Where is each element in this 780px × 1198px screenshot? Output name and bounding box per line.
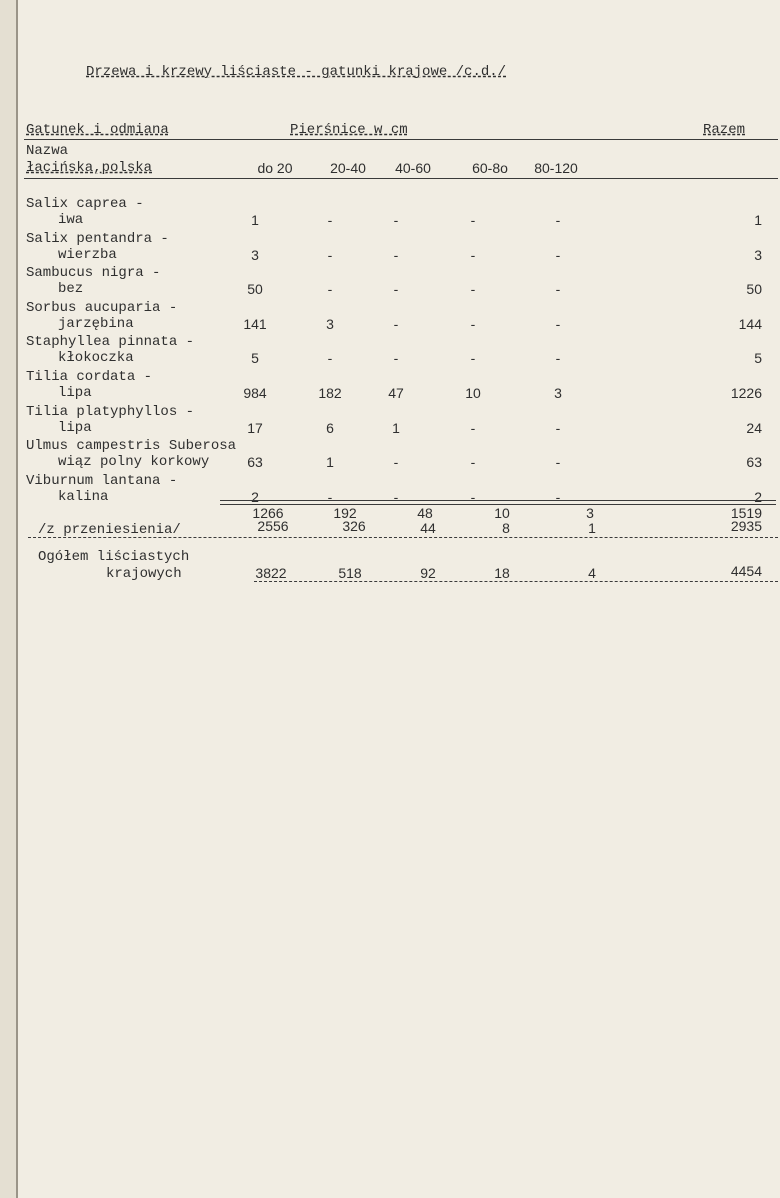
carried-value-5: 1 bbox=[588, 520, 596, 536]
subtotal-value-5: 3 bbox=[586, 505, 594, 521]
cell-value: 1 bbox=[326, 454, 334, 470]
species-polish: kalina bbox=[58, 489, 109, 505]
cell-value: - bbox=[327, 281, 333, 297]
header-range-1: do 20 bbox=[257, 160, 293, 176]
species-latin: Viburnum lantana - bbox=[26, 473, 178, 489]
cell-value: 50 bbox=[247, 281, 263, 297]
header-diameter-group: Pierśnice w cm bbox=[290, 122, 408, 138]
cell-value: - bbox=[555, 212, 561, 228]
cell-value: 3 bbox=[326, 316, 334, 332]
carried-value-3: 44 bbox=[420, 520, 436, 536]
cell-value: - bbox=[470, 281, 476, 297]
species-polish: lipa bbox=[58, 385, 92, 401]
species-latin: Staphyllea pinnata - bbox=[26, 334, 195, 350]
carried-value-2: 326 bbox=[342, 518, 366, 534]
cell-value: - bbox=[327, 489, 333, 505]
species-latin: Sorbus aucuparia - bbox=[26, 300, 178, 316]
species-latin: Sambucus nigra - bbox=[26, 265, 161, 281]
carried-label: /z przeniesienia/ bbox=[38, 522, 181, 538]
cell-value: - bbox=[393, 247, 399, 263]
species-latin: Ulmus campestris Suberosa bbox=[26, 438, 237, 454]
cell-value: - bbox=[555, 316, 561, 332]
header-latin-polish: łacińska,polska bbox=[26, 160, 153, 176]
cell-value: 3 bbox=[554, 385, 562, 401]
cell-value: 6 bbox=[326, 420, 334, 436]
cell-value: - bbox=[393, 454, 399, 470]
row-total: 3 bbox=[754, 247, 762, 263]
species-polish: wierzba bbox=[58, 247, 117, 263]
grand-value-2: 518 bbox=[338, 565, 362, 581]
cell-value: - bbox=[470, 247, 476, 263]
page-title: Drzewa i krzewy liściaste - gatunki krajowe /c.d./ bbox=[86, 64, 507, 80]
grand-total: 4454 bbox=[730, 563, 762, 579]
cell-value: 1 bbox=[392, 420, 400, 436]
header-range-2: 20-40 bbox=[330, 160, 366, 176]
species-latin: Salix caprea - bbox=[26, 196, 144, 212]
row-total: 1226 bbox=[730, 385, 762, 401]
row-total: 144 bbox=[738, 316, 762, 332]
cell-value: - bbox=[327, 212, 333, 228]
cell-value: 63 bbox=[247, 454, 263, 470]
cell-value: - bbox=[555, 454, 561, 470]
row-total: 50 bbox=[746, 281, 762, 297]
carried-value-4: 8 bbox=[502, 520, 510, 536]
species-polish: iwa bbox=[58, 212, 84, 228]
cell-value: - bbox=[470, 212, 476, 228]
cell-value: - bbox=[470, 489, 476, 505]
species-latin: Tilia cordata - bbox=[26, 369, 153, 385]
species-polish: wiąz polny korkowy bbox=[58, 454, 210, 470]
cell-value: 1 bbox=[251, 212, 259, 228]
subtotal-rule-1 bbox=[220, 500, 776, 501]
subtotal-value-3: 48 bbox=[417, 505, 433, 521]
cell-value: - bbox=[555, 247, 561, 263]
species-polish: kłokoczka bbox=[58, 350, 134, 366]
cell-value: - bbox=[393, 281, 399, 297]
grand-value-5: 4 bbox=[588, 565, 596, 581]
page-edge bbox=[0, 0, 18, 1198]
cell-value: - bbox=[470, 350, 476, 366]
cell-value: - bbox=[555, 350, 561, 366]
species-polish: lipa bbox=[58, 420, 92, 436]
header-range-5: 80-120 bbox=[534, 160, 578, 176]
subtotal-value-4: 10 bbox=[494, 505, 510, 521]
cell-value: 141 bbox=[243, 316, 267, 332]
row-total: 2 bbox=[754, 489, 762, 505]
cell-value: 3 bbox=[251, 247, 259, 263]
cell-value: 17 bbox=[247, 420, 263, 436]
cell-value: 47 bbox=[388, 385, 404, 401]
cell-value: 2 bbox=[251, 489, 259, 505]
header-range-4: 60-8o bbox=[472, 160, 508, 176]
carried-value-1: 2556 bbox=[257, 518, 289, 534]
header-rule-top bbox=[24, 139, 778, 140]
cell-value: - bbox=[555, 489, 561, 505]
header-species: Gatunek i odmiana bbox=[26, 122, 169, 138]
cell-value: - bbox=[555, 281, 561, 297]
grand-value-3: 92 bbox=[420, 565, 436, 581]
cell-value: 5 bbox=[251, 350, 259, 366]
carried-total: 2935 bbox=[730, 518, 762, 534]
cell-value: 984 bbox=[243, 385, 267, 401]
grand-label-line1: Ogółem liściastych bbox=[38, 549, 190, 565]
grand-value-4: 18 bbox=[494, 565, 510, 581]
cell-value: - bbox=[470, 454, 476, 470]
header-range-3: 40-60 bbox=[395, 160, 431, 176]
row-total: 63 bbox=[746, 454, 762, 470]
cell-value: - bbox=[393, 212, 399, 228]
species-latin: Tilia platyphyllos - bbox=[26, 404, 195, 420]
row-total: 24 bbox=[746, 420, 762, 436]
grand-rule bbox=[254, 581, 778, 582]
header-total: Razem bbox=[703, 122, 746, 138]
cell-value: - bbox=[470, 316, 476, 332]
species-polish: bez bbox=[58, 281, 84, 297]
header-name: Nazwa bbox=[26, 143, 69, 159]
subtotal-value-2: 192 bbox=[333, 505, 357, 521]
cell-value: - bbox=[555, 420, 561, 436]
grand-label-line2: krajowych bbox=[106, 566, 182, 582]
row-total: 1 bbox=[754, 212, 762, 228]
cell-value: - bbox=[327, 247, 333, 263]
carried-rule bbox=[28, 537, 778, 538]
cell-value: 10 bbox=[465, 385, 481, 401]
cell-value: - bbox=[393, 316, 399, 332]
species-polish: jarzębina bbox=[58, 316, 134, 332]
species-latin: Salix pentandra - bbox=[26, 231, 169, 247]
grand-value-1: 3822 bbox=[255, 565, 287, 581]
row-total: 5 bbox=[754, 350, 762, 366]
cell-value: - bbox=[393, 489, 399, 505]
cell-value: - bbox=[327, 350, 333, 366]
cell-value: 182 bbox=[318, 385, 342, 401]
header-rule-bottom bbox=[24, 178, 778, 179]
cell-value: - bbox=[470, 420, 476, 436]
subtotal-value-1: 1266 bbox=[252, 505, 284, 521]
cell-value: - bbox=[393, 350, 399, 366]
subtotal-total: 1519 bbox=[730, 505, 762, 521]
